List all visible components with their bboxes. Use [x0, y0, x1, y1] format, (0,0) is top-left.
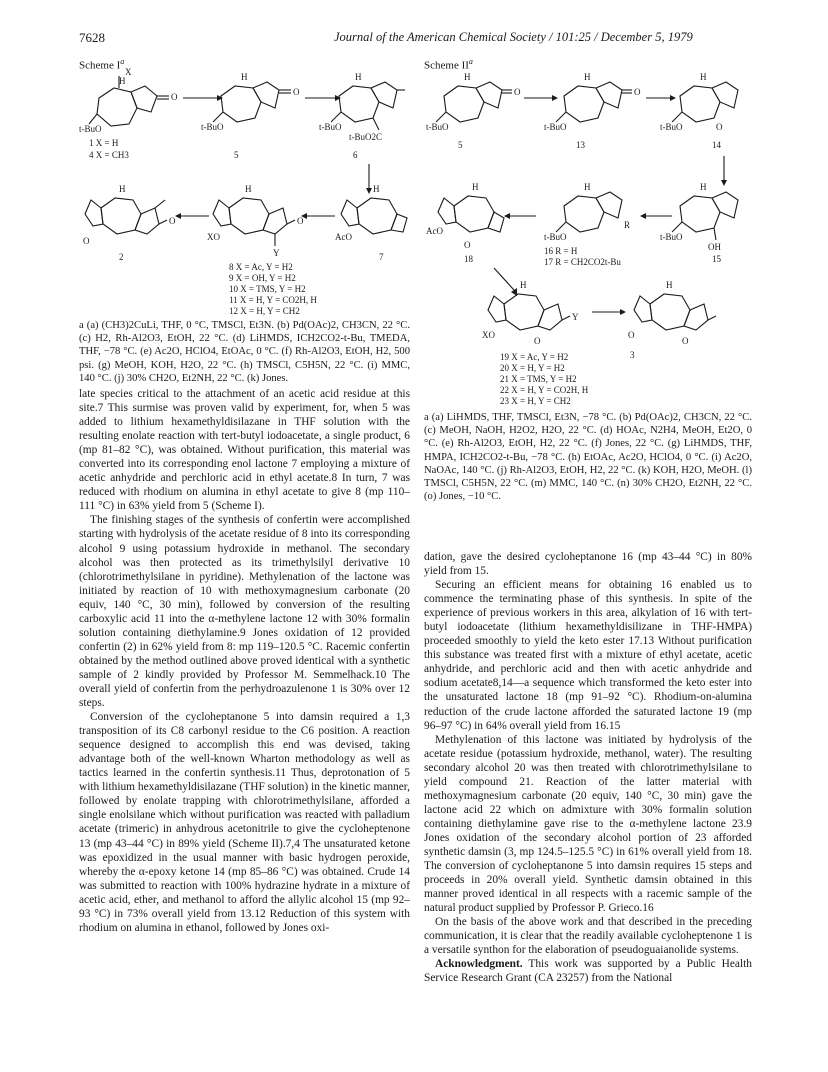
compound-label-2: 2 — [119, 252, 124, 262]
compound-label-10: 10 X = TMS, Y = H2 — [229, 284, 306, 294]
compound-label-1: 1 X = H — [89, 138, 119, 148]
compound-label-17: 17 R = CH2CO2t-Bu — [544, 257, 621, 267]
label-oh-15: OH — [708, 242, 721, 252]
scheme2-footnote: a (a) LiHMDS, THF, TMSCl, Et3N, −78 °C. (b) Pd(OAc)2, CH3CN, 22 °C. (c) MeOH, NaOH, H2O2, H2O, 22 °C. (d) HOAc, N2H4, MeOH, Et2O, 0 °C. (e) Rh-Al2O3, EtOH, H2, 22 °C. (f) Jones, 22 °C. (g) LiHMDS, THF, HMPA, ICH2CO2-t-Bu, −78 °C. (h) EtOAc, Ac2O, HClO4, 0 °C. (i) Ac2O, NaOAc, 140 °C. (j) Rh-Al2O3, EtOH, H2, 22 °C. (k) KOH, H2O, MeOH. (l) TMSCl, C5H5N, 22 °C. (m) MMC, 140 °C. (n) 30% CH2O, Et2NH, 22 °C. (o) Jones, −10 °C. — [424, 412, 752, 503]
label-o-2: O — [169, 216, 176, 226]
label-xo-8: XO — [207, 232, 220, 242]
compound-label-20: 20 X = H, Y = H2 — [500, 363, 565, 373]
label-h-2: H — [119, 184, 126, 194]
compound-label-6: 6 — [353, 150, 358, 160]
label-h-18: H — [472, 182, 479, 192]
label-o-5b: O — [514, 87, 521, 97]
right-paragraph-4: On the basis of the above work and that described in the preceding communication, it is clear that the readily available cycloheptenone 1 is a versatile synthon for the elaboration of pseudoguaianolide systems. — [424, 916, 752, 957]
label-h-14: H — [700, 72, 707, 82]
compound-label-11: 11 X = H, Y = CO2H, H — [229, 295, 317, 305]
label-h-16: H — [584, 182, 591, 192]
structure-6 — [331, 82, 405, 130]
label-o-3b: O — [682, 336, 689, 346]
compound-label-14: 14 — [712, 140, 721, 150]
label-o-13: O — [634, 87, 641, 97]
left-paragraph-3: Conversion of the cycloheptanone 5 into damsin required a 1,3 transposition of its C8 carbonyl residue to the C6 position. A reaction sequence designed to accomplish this end was devised, taking advantage both of the well-known Wharton methodology as well as tactics learned in the confertin synthesis.11 Thus, deprotonation of 5 with lithium hexamethyldisilazane (THF solution) in the kinetic manner, followed by enolate trapping with chlorotrimethylsilane, afforded a single enolsilane which without purification was reacted with palladium acetate (trimeric) in anhydrous acetonitrile to give the cycloheptenone 13 (mp 43–44 °C) in 89% yield (Scheme II).7,4 The unsaturated ketone was epoxidized in the usual manner with basic hydrogen peroxide, whereby the α-epoxy ketone 14 (mp 85–86 °C) was obtained. Crude 14 was submitted to reaction with 100% hydrazine hydrate in a mixture of acetic acid, ether, and methanol to afford the allylic alcohol 15 (mp 92–93 °C) in 73% overall yield from 13.12 Reduction of this system with rhodium on alumina in ethanol, followed by Jones oxi- — [79, 711, 410, 934]
right-column-text — [424, 550, 752, 985]
scheme1-title: Scheme $I^a$ — [79, 57, 125, 72]
left-column-text — [79, 387, 410, 935]
structure-5 — [213, 82, 291, 122]
scheme1-footnote: a (a) (CH3)2CuLi, THF, 0 °C, TMSCl, Et3N. (b) Pd(OAc)2, CH3CN, 22 °C. (c) H2, Rh-Al2O3, EtOH, 22 °C. (d) LiHMDS, ICH2CO2-t-Bu, TMEDA, THF, −78 °C. (e) Ac2O, HClO4, EtOAc, 0 °C. (f) Rh-Al2O3, EtOH, H2, 500 psi. (g) MeOH, KOH, H2O, 22 °C. (h) TMSCl, C5H5N, 22 °C. (i) MMC, 140 °C. (j) 30% CH2O, Et2NH, 22 °C. (k) Jones. — [79, 320, 410, 384]
label-h-19: H — [520, 280, 527, 290]
structure-18 — [438, 196, 504, 232]
label-h-13: H — [584, 72, 591, 82]
label-tbuo-5b: t-BuO — [426, 122, 449, 132]
label-r-16: R — [624, 220, 631, 230]
right-paragraph-3: Methylenation of this lactone was initiated by hydrolysis of the acetate residue (potassium hydroxide, methanol, water). The resulting secondary alcohol 20 was then treated with chlorotrimethylsilane to yield compound 21. Reaction of the latter material with methoxymagnesium carbonate (20 equiv, 140 °C, 30 min) gave the lactone acid 22 which on admixture with 30% formalin solution containing diethylamine gave rise to the α-methylene lactone 23.9 Jones oxidation of the secondary alcohol portion of 23 afforded synthetic damsin (3, mp 124.5–125.5 °C) in 61% overall yield from 18. The conversion of cycloheptanone 5 into damsin requires 15 steps and proceeds in 20% overall yield. Synthetic damsin obtained in this manner proved identical in all respects with a racemic sample of the natural product supplied by Professor P. Grieco.16 — [424, 733, 752, 915]
label-o-18: O — [464, 240, 471, 250]
label-o-14: O — [716, 122, 723, 132]
compound-label-15: 15 — [712, 254, 721, 264]
right-paragraph-1: dation, gave the desired cycloheptanone 16 (mp 43–44 °C) in 80% yield from 15. — [424, 551, 752, 578]
structure-5b — [436, 82, 512, 122]
label-tbuo-1: t-BuO — [79, 124, 102, 134]
acknowledgment — [424, 957, 752, 985]
label-h-5b: H — [464, 72, 471, 82]
label-aco-18: AcO — [426, 226, 443, 236]
label-tbuo-13: t-BuO — [544, 122, 567, 132]
label-o-3a: O — [628, 330, 635, 340]
label-h-6: H — [355, 72, 362, 82]
compound-label-13: 13 — [576, 140, 585, 150]
structure-14 — [672, 82, 738, 122]
structure-3 — [634, 294, 716, 330]
compound-label-21: 21 X = TMS, Y = H2 — [500, 374, 577, 384]
structure-16 — [556, 192, 622, 232]
label-o-5: O — [293, 87, 300, 97]
label-tbuo-16: t-BuO — [544, 232, 567, 242]
label-o-8: O — [297, 216, 304, 226]
arrow-s2-6 — [494, 268, 514, 290]
structure-2 — [85, 198, 167, 234]
compound-label-19: 19 X = Ac, Y = H2 — [500, 352, 569, 362]
compound-label-5: 5 — [234, 150, 239, 160]
label-o-2b: O — [83, 236, 90, 246]
left-paragraph-1: late species critical to the attachment of an acetic acid residue at this site.7 This surmise was proven valid by experiment, for, when 5 was added to lithium hexamethyldisilazane in THF solution with the resulting enolate reaction with tert-butyl iodoacetate, a single product, 6 (mp 81–82 °C), was obtained. Without purification, this material was converted into its corresponding enol lactone 7 employing a mixture of acetic anhydride and perchloric acid in ethyl acetate.8 In turn, 7 was reduced with rhodium on alumina in ethyl acetate to give 8 (mp 110–111 °C) in 63% yield from 5 (Scheme I). — [79, 388, 410, 513]
label-tbuo-6a: t-BuO — [319, 122, 342, 132]
structure-7 — [341, 198, 407, 234]
label-h-3: H — [666, 280, 673, 290]
label-aco-7: AcO — [335, 232, 352, 242]
left-paragraph-2: The finishing stages of the synthesis of confertin were accomplished starting with hydrolysis of the acetate residue of 8 into its corresponding alcohol 9 using potassium hydroxide in methanol. The secondary alcohol was then protected as its trimethylsilyl derivative 10 (chlorotrimethylsilane in pyridine). Methylenation of the lactone was initiated by reaction of 10 with methoxymagnesium carbonate (20 equiv, 140 °C, 30 min), followed by conversion of the resulting carboxylic acid 11 into the α-methylene lactone 12 with 30% formalin solution containing diethylamine.9 Jones oxidation of 12 provided confertin (2) in 62% yield from 8: mp 119–120.5 °C. Racemic confertin obtained by the method outlined above proved identical with a synthetic sample of 2 kindly provided by Professor M. Semmelhack.10 The overall yield of confertin from the perhydroazulenone 1 is 30% over 12 steps. — [79, 514, 410, 710]
label-h-15: H — [700, 182, 707, 192]
label-x-1: X — [125, 68, 132, 77]
label-h-1: H — [119, 76, 126, 86]
label-tbuo-15: t-BuO — [660, 232, 683, 242]
label-tbuo-5: t-BuO — [201, 122, 224, 132]
page-number: 7628 — [79, 30, 105, 45]
structure-8 — [213, 198, 295, 246]
right-paragraph-2: Securing an efficient means for obtaining 16 enabled us to commence the terminating phase of this synthesis. In spite of the experience of previous workers in this area, alkylation of 16 with tert-butyl iodoacetate (lithium hexamethyldisilizane in THF-HMPA) proceeded smoothly to yield the keto ester 17.13 Without purification this substance was treated first with a mixture of ethyl acetate, acetic anhydride, and perchloric acid and then with acetic anhydride and sodium acetate8,14—a sequence which transformed the keto ester into the unsaturated lactone 18 (mp 91–92 °C). Rhodium-on-alumina reduction of the crude lactone afforded the saturated lactone 19 (mp 96–97 °C) in 64% overall yield from 16.15 — [424, 579, 752, 732]
label-y-19: Y — [572, 312, 579, 322]
compound-label-9: 9 X = OH, Y = H2 — [229, 273, 296, 283]
compound-label-7: 7 — [379, 252, 384, 262]
structure-19 — [488, 294, 570, 330]
compound-label-18: 18 — [464, 254, 473, 264]
label-o-1: O — [171, 92, 178, 102]
ack-text: This work was supported by a Public Health Service Research Grant (CA 23257) from the National — [424, 958, 752, 985]
journal-header: Journal of the American Chemical Society / 101:25 / December 5, 1979 — [334, 30, 693, 44]
compound-label-8: 8 X = Ac, Y = H2 — [229, 262, 293, 272]
compound-label-4: 4 X = CH3 — [89, 150, 129, 160]
label-tbuo2c-6: t-BuO2C — [349, 132, 383, 142]
structure-13 — [556, 82, 632, 122]
scheme1-figure — [79, 68, 409, 318]
ack-heading: Acknowledgment. — [435, 958, 523, 971]
compound-label-22: 22 X = H, Y = CO2H, H — [500, 385, 589, 395]
label-tbuo-14: t-BuO — [660, 122, 683, 132]
compound-label-5b: 5 — [458, 140, 463, 150]
compound-label-12: 12 X = H, Y = CH2 — [229, 306, 300, 316]
label-y-8: Y — [273, 248, 280, 258]
scheme2-title: Scheme $II^a$ — [424, 57, 473, 72]
label-h-7: H — [373, 184, 380, 194]
label-h-5: H — [241, 72, 248, 82]
label-xo-19: XO — [482, 330, 495, 340]
compound-label-3: 3 — [630, 350, 635, 360]
compound-label-16: 16 R = H — [544, 246, 578, 256]
label-o-19: O — [534, 336, 541, 346]
compound-label-23: 23 X = H, Y = CH2 — [500, 396, 571, 406]
structure-1 — [89, 76, 169, 126]
label-h-8: H — [245, 184, 252, 194]
